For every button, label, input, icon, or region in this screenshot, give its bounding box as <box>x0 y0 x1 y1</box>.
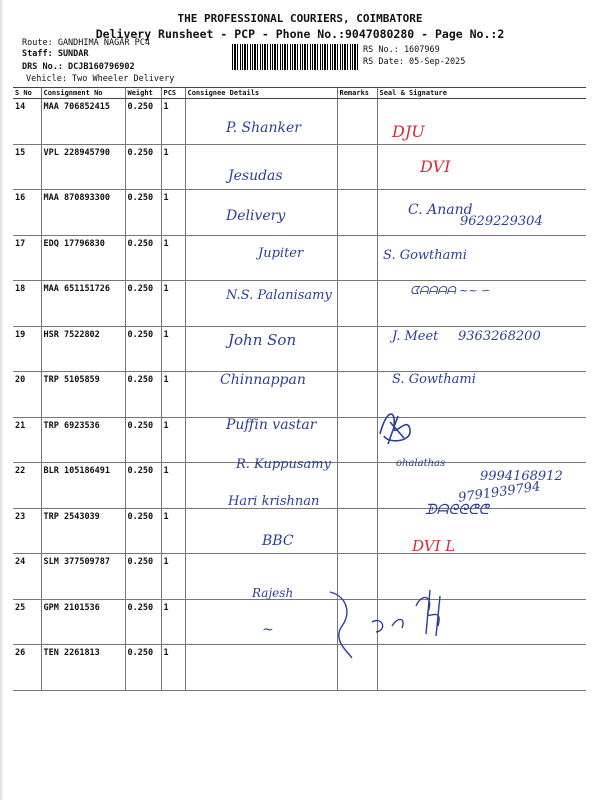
cell-consignment: BLR 105186491 <box>41 463 125 509</box>
cell-remarks <box>337 99 377 145</box>
phone-number: 9363268200 <box>458 329 541 344</box>
cell-pcs: 1 <box>161 190 185 236</box>
runsheet-subtitle: Delivery Runsheet - PCP - Phone No.:9047080280 - Page No.:2 <box>95 27 505 41</box>
col-seal: Seal & Signature <box>377 88 586 99</box>
cell-consignee <box>185 645 337 691</box>
handwritten-consignee: Rajesh <box>252 586 294 600</box>
cell-consignment: GPM 2101536 <box>41 599 125 645</box>
cell-pcs: 1 <box>161 99 185 145</box>
cell-remarks <box>337 463 377 509</box>
phone-number: 9791939794 <box>457 479 542 506</box>
cell-weight: 0.250 <box>125 372 161 418</box>
col-pcs: PCS <box>161 88 185 99</box>
cell-sno: 20 <box>13 372 41 418</box>
table-row <box>13 554 586 600</box>
phone-number: 9629229304 <box>460 214 543 229</box>
cell-weight: 0.250 <box>125 554 161 600</box>
cell-sno: 17 <box>13 235 41 281</box>
handwritten-consignee: John Son <box>228 331 297 349</box>
handwritten-consignee: P. Shanker <box>226 120 301 136</box>
handwritten-consignee: Puffin vastar <box>226 417 317 433</box>
signature-blue: S. Gowthami <box>392 372 476 387</box>
handwritten-consignee: Hari krishnan <box>228 494 320 509</box>
handwritten-consignee: N.S. Palanisamy <box>226 288 332 303</box>
col-consignee: Consignee Details <box>185 88 337 99</box>
handwritten-consignee: Delivery <box>226 208 286 224</box>
table-row <box>13 508 586 554</box>
cell-sno: 21 <box>13 417 41 463</box>
col-remarks: Remarks <box>337 88 377 99</box>
cell-consignment: TRP 5105859 <box>41 372 125 418</box>
cell-consignment: HSR 7522802 <box>41 326 125 372</box>
cell-weight: 0.250 <box>125 144 161 190</box>
table-row <box>13 645 586 691</box>
col-sno: S No <box>13 88 41 99</box>
cell-weight: 0.250 <box>125 508 161 554</box>
cell-pcs: 1 <box>161 235 185 281</box>
signature-blue: ohalathas <box>396 458 446 469</box>
signature-blue: C. Anand <box>408 202 473 218</box>
cell-weight: 0.250 <box>125 190 161 236</box>
cell-consignment: VPL 228945790 <box>41 144 125 190</box>
signature-scribble <box>326 586 466 662</box>
signature-scribble <box>374 404 418 450</box>
table-row <box>13 599 586 645</box>
table-row <box>13 144 586 190</box>
cell-remarks <box>337 144 377 190</box>
cell-pcs: 1 <box>161 281 185 327</box>
cell-remarks <box>337 235 377 281</box>
handwritten-dash: ~ <box>262 622 274 638</box>
rs-date: RS Date: 05-Sep-2025 <box>363 57 466 67</box>
cell-sno: 25 <box>13 599 41 645</box>
cell-consignment: EDQ 17796830 <box>41 235 125 281</box>
route-label: Route: GANDHIMA NAGAR PC4 <box>22 38 150 48</box>
cell-sno: 23 <box>13 508 41 554</box>
signature-blue: S. Gowthami <box>383 248 467 263</box>
cell-weight: 0.250 <box>125 463 161 509</box>
rs-number: RS No.: 1607969 <box>363 45 440 55</box>
cell-consignment: TEN 2261813 <box>41 645 125 691</box>
phone-number: 9994168912 <box>480 469 563 484</box>
cell-remarks <box>337 372 377 418</box>
signature-blue: J. Meet <box>392 329 439 344</box>
cell-consignee <box>185 599 337 645</box>
drs-number: DRS No.: DCJB160796902 <box>22 62 135 72</box>
cell-pcs: 1 <box>161 554 185 600</box>
signature-scribble: ᗧᗩᗩᗩᗩ ~~ ∽ <box>410 284 491 297</box>
handwritten-consignee: R. Kuppusamy <box>236 457 331 472</box>
cell-sno: 19 <box>13 326 41 372</box>
cell-sno: 24 <box>13 554 41 600</box>
company-title: THE PROFESSIONAL COURIERS, COIMBATORE <box>177 12 423 25</box>
cell-consignment: SLM 377509787 <box>41 554 125 600</box>
barcode <box>232 44 358 70</box>
signature-red: DVI <box>420 157 451 176</box>
cell-consignment: TRP 6923536 <box>41 417 125 463</box>
cell-pcs: 1 <box>161 599 185 645</box>
cell-weight: 0.250 <box>125 235 161 281</box>
cell-pcs: 1 <box>161 326 185 372</box>
cell-pcs: 1 <box>161 417 185 463</box>
signature-red: DJU <box>392 122 425 141</box>
runsheet-table <box>13 87 586 691</box>
cell-sno: 16 <box>13 190 41 236</box>
cell-consignee <box>185 508 337 554</box>
table-header <box>13 88 586 99</box>
cell-weight: 0.250 <box>125 599 161 645</box>
cell-pcs: 1 <box>161 508 185 554</box>
cell-weight: 0.250 <box>125 417 161 463</box>
cell-pcs: 1 <box>161 645 185 691</box>
cell-consignment: MAA 870893300 <box>41 190 125 236</box>
scan-edge <box>0 0 4 800</box>
cell-seal <box>377 144 586 190</box>
col-consignment: Consignment No <box>41 88 125 99</box>
handwritten-consignee: BBC <box>262 533 294 549</box>
cell-sno: 22 <box>13 463 41 509</box>
cell-remarks <box>337 417 377 463</box>
handwritten-consignee: Jupiter <box>258 246 304 261</box>
cell-sno: 18 <box>13 281 41 327</box>
handwritten-consignee: Jesudas <box>228 168 283 184</box>
cell-sno: 26 <box>13 645 41 691</box>
signature-red: DVI L <box>412 537 456 555</box>
cell-consignment: TRP 2543039 <box>41 508 125 554</box>
cell-sno: 14 <box>13 99 41 145</box>
cell-sno: 15 <box>13 144 41 190</box>
cell-consignment: MAA 651151726 <box>41 281 125 327</box>
col-weight: Weight <box>125 88 161 99</box>
cell-weight: 0.250 <box>125 326 161 372</box>
staff-label: Staff: SUNDAR <box>22 49 89 59</box>
cell-remarks <box>337 508 377 554</box>
handwritten-consignee: Chinnappan <box>220 372 306 388</box>
cell-weight: 0.250 <box>125 99 161 145</box>
cell-consignment: MAA 706852415 <box>41 99 125 145</box>
signature-scribble: ᗫᗩᘓᘓᕦᕦ <box>425 502 489 518</box>
cell-weight: 0.250 <box>125 281 161 327</box>
vehicle-label: Vehicle: Two Wheeler Delivery <box>26 74 175 84</box>
cell-weight: 0.250 <box>125 645 161 691</box>
cell-remarks <box>337 190 377 236</box>
cell-pcs: 1 <box>161 463 185 509</box>
cell-pcs: 1 <box>161 144 185 190</box>
cell-pcs: 1 <box>161 372 185 418</box>
cell-remarks <box>337 326 377 372</box>
cell-remarks <box>337 281 377 327</box>
